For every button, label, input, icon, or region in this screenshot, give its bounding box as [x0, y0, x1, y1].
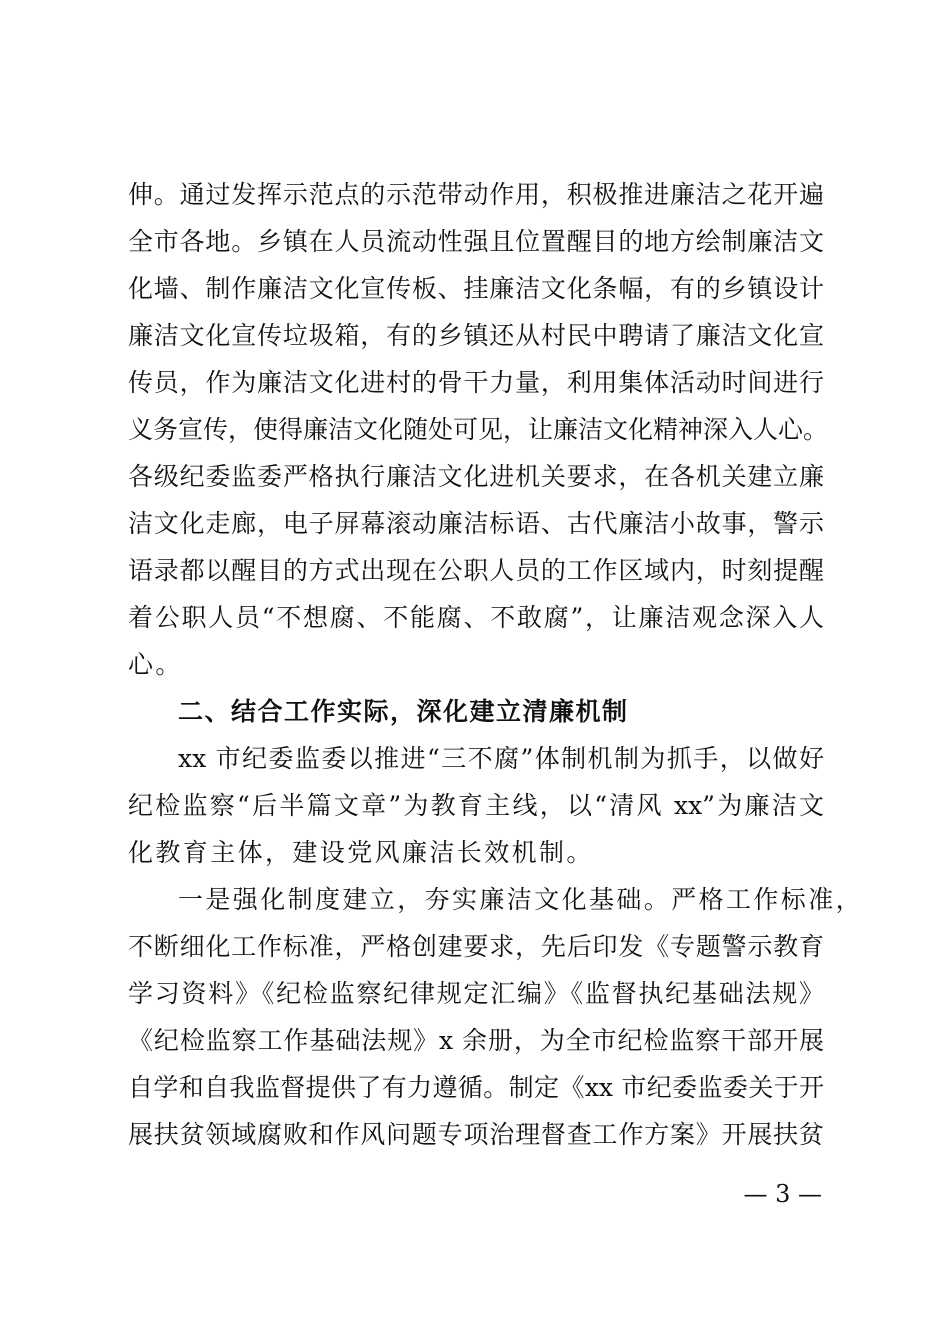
text-line: 不断细化工作标准，严格创建要求，先后印发《专题警示教育 — [128, 932, 824, 961]
text-line: 义务宣传，使得廉洁文化随处可见，让廉洁文化精神深入人心。 — [128, 415, 829, 444]
text-line: 传员，作为廉洁文化进村的骨干力量，利用集体活动时间进行 — [128, 368, 824, 397]
text-line: 洁文化走廊，电子屏幕滚动廉洁标语、古代廉洁小故事，警示 — [128, 509, 824, 538]
text-line: 展扶贫领域腐败和作风问题专项治理督查工作方案》开展扶贫 — [128, 1120, 824, 1149]
text-line: 化墙、制作廉洁文化宣传板、挂廉洁文化条幅，有的乡镇设计 — [128, 274, 824, 303]
text-line: 自学和自我监督提供了有力遵循。制定《xx 市纪委监委关于开 — [128, 1073, 824, 1102]
text-line: 语录都以醒目的方式出现在公职人员的工作区域内，时刻提醒 — [128, 556, 824, 585]
page-number: — 3 — — [743, 1180, 822, 1208]
text-line: 化教育主体，建设党风廉洁长效机制。 — [128, 838, 594, 867]
text-line: 伸。通过发挥示范点的示范带动作用，积极推进廉洁之花开遍 — [128, 180, 824, 209]
text-line: 《纪检监察工作基础法规》x 余册，为全市纪检监察干部开展 — [128, 1026, 824, 1055]
body-text — [128, 172, 864, 1172]
text-line: 各级纪委监委严格执行廉洁文化进机关要求，在各机关建立廉 — [128, 462, 824, 491]
text-line: 学习资料》《纪检监察纪律规定汇编》《监督执纪基础法规》 — [128, 979, 824, 1008]
section-heading: 二、结合工作实际，深化建立清廉机制 — [178, 697, 629, 726]
text-line: xx 市纪委监委以推进“三不腐”体制机制为抓手，以做好 — [178, 744, 824, 773]
text-line: 一是强化制度建立，夯实廉洁文化基础。严格工作标准， — [178, 885, 864, 914]
text-line: 着公职人员“不想腐、不能腐、不敢腐”，让廉洁观念深入人 — [128, 603, 824, 632]
text-line: 廉洁文化宣传垃圾箱，有的乡镇还从村民中聘请了廉洁文化宣 — [128, 321, 824, 350]
text-line: 纪检监察“后半篇文章”为教育主线，以“清风 xx”为廉洁文 — [128, 791, 824, 820]
text-line: 全市各地。乡镇在人员流动性强且位置醒目的地方绘制廉洁文 — [128, 227, 824, 256]
text-line: 心。 — [128, 650, 183, 679]
